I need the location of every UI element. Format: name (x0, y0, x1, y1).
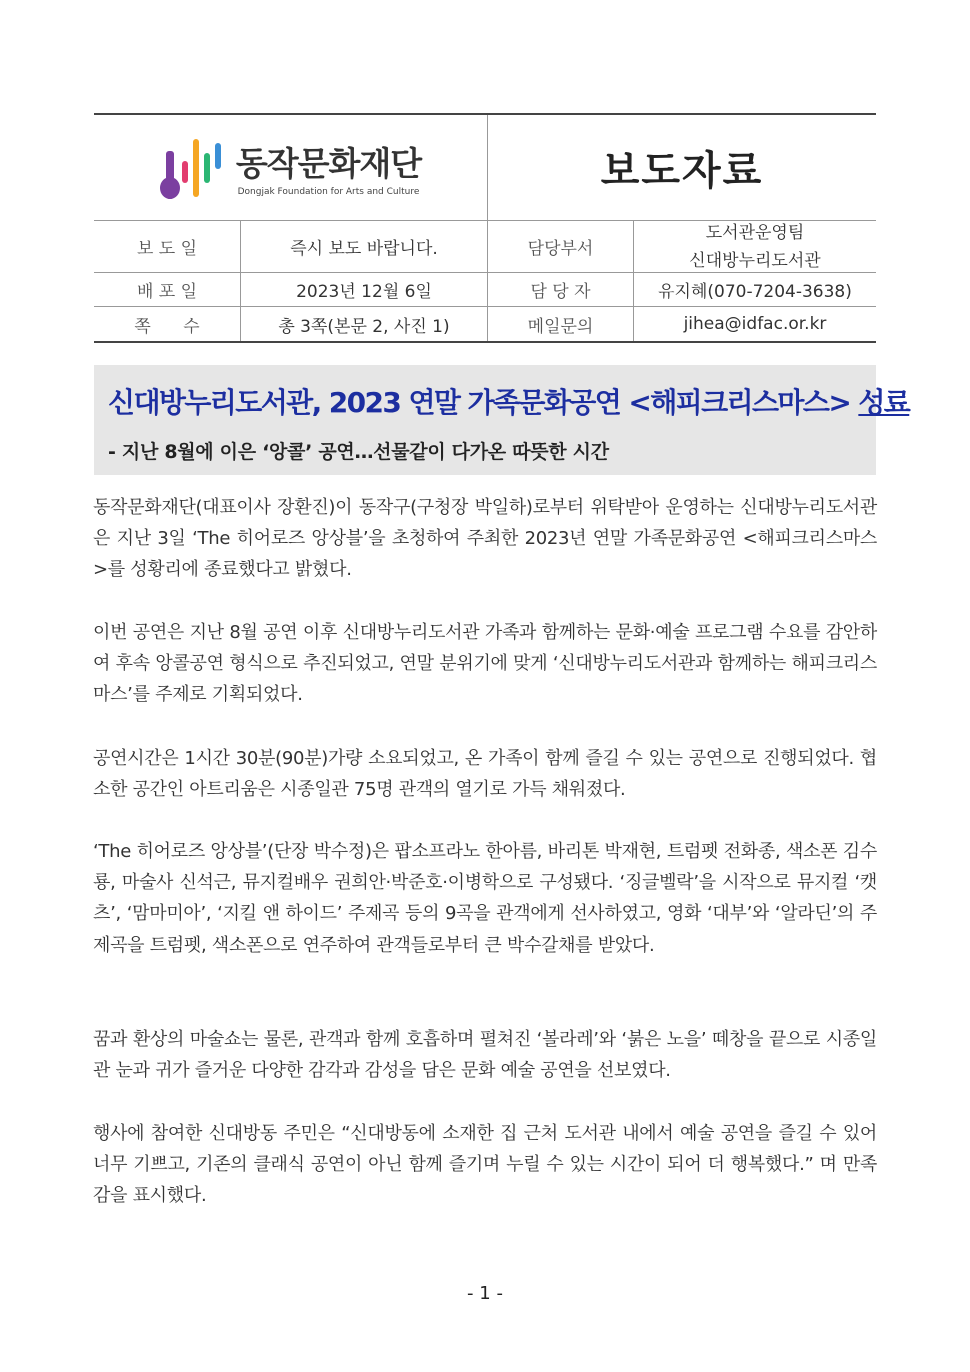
department-team: 도서관운영팀 (705, 222, 805, 243)
doc-type-title: 보도자료 (600, 148, 764, 194)
label-contact: 담 당 자 (487, 273, 633, 306)
org-name: 동작문화재단 (235, 144, 422, 183)
header-row-distribution-date (94, 273, 876, 307)
headline-title (108, 381, 909, 421)
header-row-pages (94, 307, 876, 341)
page-number: - 1 - (467, 1283, 503, 1304)
value-department (633, 221, 876, 272)
body-paragraph: 이번 공연은 지난 8월 공연 이후 신대방누리도서관 가족과 함께하는 문화·예술 프로그램 수요를 감안하여 후속 앙콜공연 형식으로 추진되었고, 연말 분위기에 맞게 ‘신대방누리도서관과 함께하는 해피크리스마스’를 주제로 기획되었다. (93, 622, 877, 706)
label-department: 담당부서 (487, 221, 633, 272)
body-paragraph: 행사에 참여한 신대방동 주민은 “신대방동에 소재한 집 근처 도서관 내에서 예술 공연을 즐길 수 있어 너무 기쁘고, 기존의 클래식 공연이 아닌 함께 즐기며 누릴 수 있는 시간이 되어 더 행복했다.” 며 만족감을 표시했다. (93, 1123, 877, 1207)
value-distribution-date: 2023년 12월 6일 (240, 273, 487, 306)
header-row-release-date (94, 221, 876, 273)
header-title-row (94, 115, 876, 221)
value-release-date: 즉시 보도 바랍니다. (240, 221, 487, 272)
label-pages: 쪽 수 (134, 316, 200, 337)
headline-title-text: 신대방누리도서관, 2023 연말 가족문화공연 <해피크리스마스> (108, 386, 851, 419)
value-pages: 총 3쪽(본문 2, 사진 1) (240, 307, 487, 341)
headline-subtitle: - 지난 8월에 이은 ‘앙콜’ 공연…선물같이 다가온 따뜻한 시간 (108, 441, 609, 463)
body-paragraph: ‘The 히어로즈 앙상블’(단장 박수정)은 팝소프라노 한아름, 바리톤 박재현, 트럼펫 전화종, 색소폰 김수룡, 마술사 신석근, 뮤지컬배우 권희안·박준호·이병학으로 구성됐다. ‘징글벨락’을 시작으로 뮤지컬 ‘캣츠’, ‘맘마미아’, ‘지킬 앤 하이드’ 주제곡 등의 9곡을 관객에게 선사하였고, 영화 ‘대부’와 ‘알라딘’의 주제곡을 트럼펫, 색소폰으로 연주하여 관객들로부터 큰 박수갈채를 받았다. (93, 841, 877, 956)
value-email[interactable]: jihea@idfac.or.kr (633, 307, 876, 341)
doc-type-cell (487, 115, 876, 220)
press-release-header (94, 113, 876, 343)
logo-bars-icon (160, 133, 222, 203)
logo (94, 115, 487, 220)
body-paragraph: 공연시간은 1시간 30분(90분)가량 소요되었고, 온 가족이 함께 즐길 수 있는 공연으로 진행되었다. 협소한 공간인 아트리움은 시종일관 75명 관객의 열기로 가득 채워졌다. (93, 748, 877, 801)
label-release-date: 보 도 일 (136, 239, 198, 259)
value-contact: 유지혜(070-7204-3638) (633, 273, 876, 306)
label-distribution-date: 배 포 일 (136, 282, 198, 302)
department-library: 신대방누리도서관 (689, 250, 821, 271)
org-name-en: Dongjak Foundation for Arts and Culture (237, 187, 420, 197)
headline-box (94, 365, 910, 475)
headline-title-end: 성료 (858, 386, 910, 419)
body-paragraph: 동작문화재단(대표이사 장환진)이 동작구(구청장 박일하)로부터 위탁받아 운영하는 신대방누리도서관은 지난 3일 ‘The 히어로즈 앙상블’을 초청하여 주최한 2023년 연말 가족문화공연 <해피크리스마스>를 성황리에 종료했다고 밝혔다. (93, 497, 877, 581)
body-paragraph: 꿈과 환상의 마술쇼는 물론, 관객과 함께 호흡하며 펼쳐진 ‘볼라레’와 ‘붉은 노을’ 떼창을 끝으로 시종일관 눈과 귀가 즐거운 다양한 감각과 감성을 담은 문화 예술 공연을 선보였다. (93, 1029, 877, 1082)
label-email: 메일문의 (487, 307, 633, 341)
